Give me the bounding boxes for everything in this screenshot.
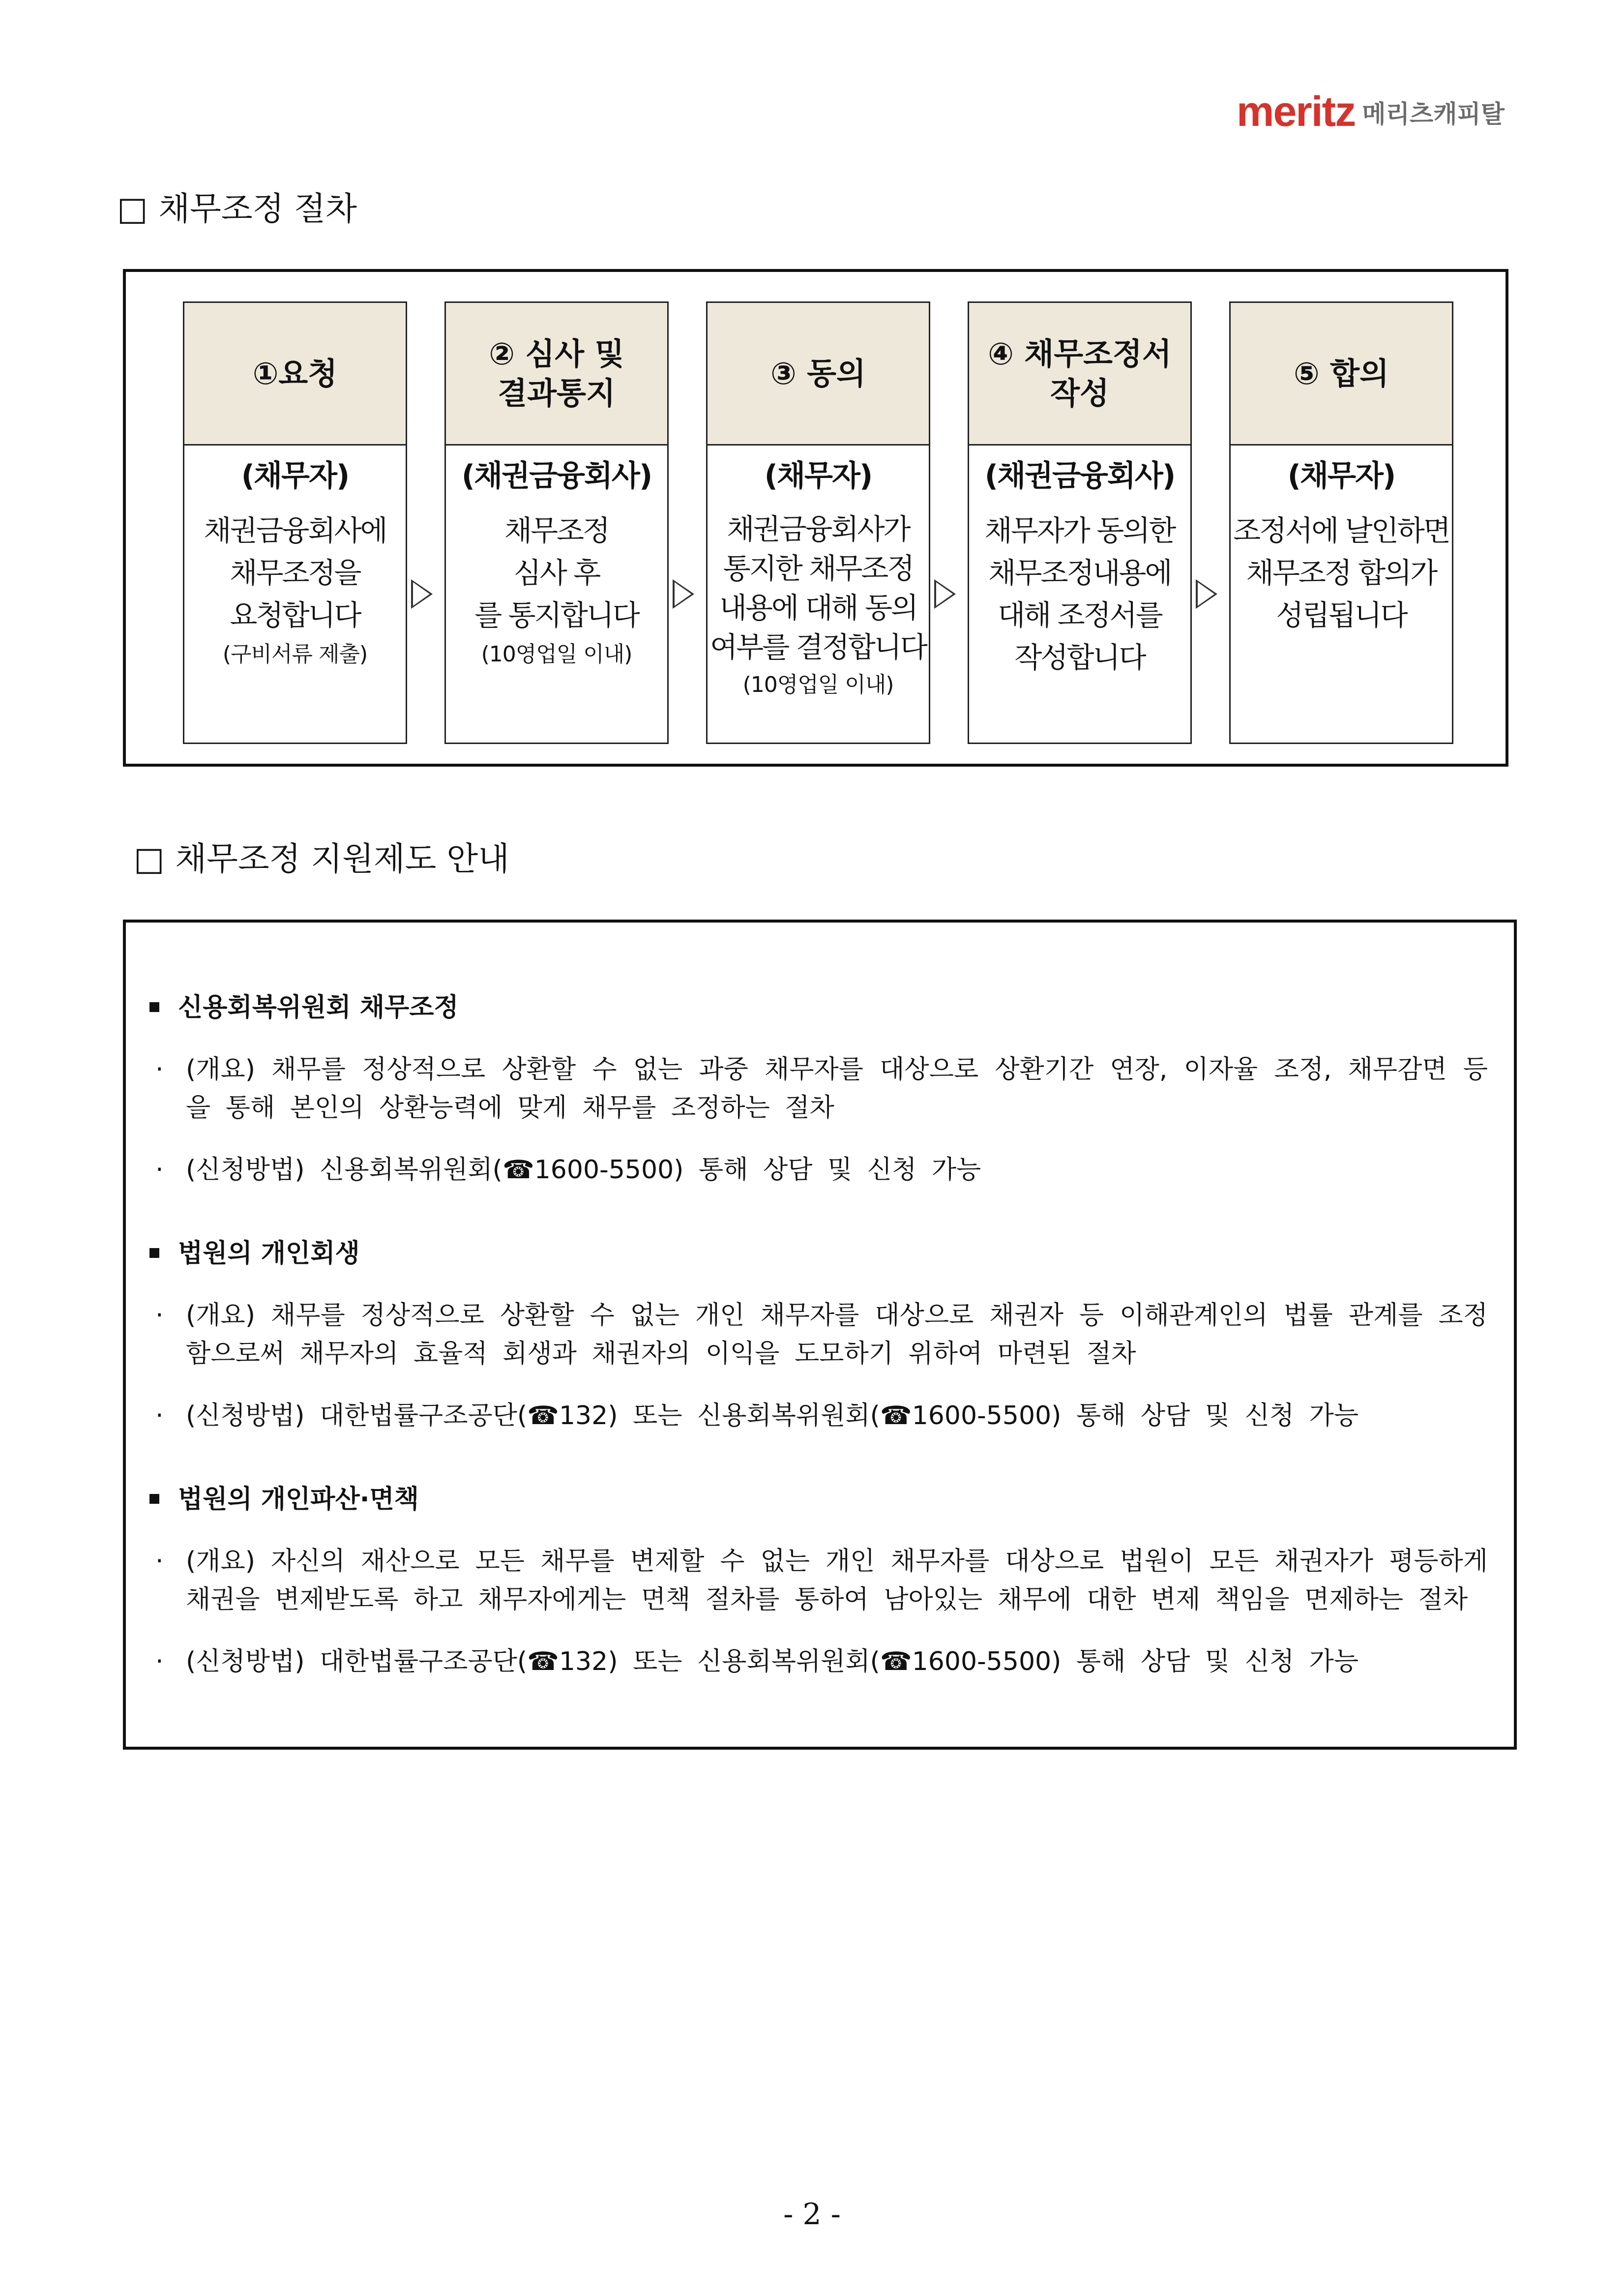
step-actor: (채무자)	[1287, 459, 1395, 493]
step-body	[446, 446, 667, 671]
arrow-right-icon	[1196, 579, 1217, 609]
step-description: 채권금융회사에 채무조정을 요청합니다	[204, 514, 386, 632]
program-method	[155, 1397, 1488, 1435]
step-header	[708, 303, 929, 446]
page-number: - 2 -	[783, 2197, 841, 2232]
step-header	[446, 303, 667, 446]
bullet-dot-icon: ·	[155, 1547, 164, 1576]
step-header	[969, 303, 1190, 446]
support-section-title	[134, 839, 509, 879]
bullet-dot-icon: ·	[155, 1301, 164, 1330]
overview-text: (개요) 자신의 재산으로 모든 채무를 변제할 수 없는 개인 채무자를 대상으로 법원이 모든 채권자가 평등하게 채권을 변제받도록 하고 채무자에게는 면책 절차를 통하여 남아있는 채무에 대한 변제 책임을 면제하는 절차	[186, 1547, 1488, 1614]
arrow-right-icon	[411, 579, 433, 609]
process-title-text: 채무조정 절차	[158, 190, 357, 228]
company-logo	[1237, 89, 1505, 134]
program-overview	[155, 1542, 1488, 1619]
arrow-right-icon	[934, 579, 956, 609]
logo-company-name: 메리츠캐피탈	[1362, 100, 1505, 128]
program-heading	[149, 990, 459, 1025]
square-bullet-icon	[149, 1002, 159, 1012]
program-method	[155, 1642, 1488, 1681]
program-heading-text: 법원의 개인회생	[178, 1239, 360, 1268]
process-step-2	[444, 301, 669, 744]
square-bullet-icon	[149, 1494, 159, 1504]
program-heading-text: 법원의 개인파산·면책	[178, 1485, 419, 1514]
step-actor: (채무자)	[764, 459, 872, 493]
step-title: ①요청	[252, 355, 338, 391]
step-title: ② 심사 및 결과통지	[489, 335, 624, 411]
step-header	[184, 303, 406, 446]
step-body	[184, 446, 406, 671]
square-bullet-icon	[149, 1248, 159, 1258]
program-heading-text: 신용회복위원회 채무조정	[178, 993, 459, 1022]
overview-text: (개요) 채무를 정상적으로 상환할 수 없는 과중 채무자를 대상으로 상환기간 연장, 이자율 조정, 채무감면 등을 통해 본인의 상환능력에 맞게 채무를 조정하는 절차	[186, 1055, 1488, 1123]
overview-text: (개요) 채무를 정상적으로 상환할 수 없는 개인 채무자를 대상으로 채권자 등 이해관계인의 법률 관계를 조정함으로써 채무자의 효율적 회생과 채권자의 이익을 도모하기 위하여 마련된 절차	[186, 1301, 1488, 1369]
step-body	[708, 446, 929, 701]
support-title-text: 채무조정 지원제도 안내	[175, 840, 509, 878]
step-description: 채무조정 심사 후 를 통지합니다	[474, 514, 639, 632]
program-method	[155, 1151, 1488, 1189]
process-step-5	[1229, 301, 1453, 744]
method-text: (신청방법) 대한법률구조공단(☎132) 또는 신용회복위원회(☎1600-5500) 통해 상담 및 신청 가능	[186, 1401, 1359, 1431]
step-title: ③ 동의	[770, 355, 866, 391]
bullet-dot-icon: ·	[155, 1647, 164, 1676]
process-step-1	[183, 301, 407, 744]
logo-wordmark: meritz	[1237, 88, 1356, 135]
program-heading	[149, 1236, 360, 1271]
step-description: 조정서에 날인하면 채무조정 합의가 성립됩니다	[1233, 514, 1449, 632]
arrow-right-icon	[673, 579, 694, 609]
process-step-3	[706, 301, 930, 744]
step-actor: (채무자)	[241, 459, 349, 493]
step-note: (구비서류 제출)	[222, 642, 368, 667]
bullet-dot-icon: ·	[155, 1155, 164, 1185]
step-body	[969, 446, 1190, 679]
program-overview	[155, 1296, 1488, 1373]
method-text: (신청방법) 신용회복위원회(☎1600-5500) 통해 상담 및 신청 가능	[186, 1155, 981, 1185]
step-note: (10영업일 이내)	[742, 672, 894, 697]
bullet-dot-icon: ·	[155, 1401, 164, 1431]
method-text: (신청방법) 대한법률구조공단(☎132) 또는 신용회복위원회(☎1600-5500) 통해 상담 및 신청 가능	[186, 1647, 1359, 1676]
step-body	[1231, 446, 1452, 636]
checkbox-icon: □	[117, 190, 148, 228]
checkbox-icon: □	[134, 840, 165, 878]
support-programs-box	[123, 920, 1517, 1750]
step-description: 채무자가 동의한 채무조정내용에 대해 조정서를 작성합니다	[984, 514, 1175, 674]
step-actor: (채권금융회사)	[461, 459, 652, 493]
process-step-4	[968, 301, 1192, 744]
process-section-title	[117, 189, 357, 229]
step-title: ⑤ 합의	[1294, 355, 1389, 391]
program-overview	[155, 1050, 1488, 1127]
step-title: ④ 채무조정서 작성	[988, 335, 1172, 411]
process-flow-box	[123, 269, 1508, 767]
step-header	[1231, 303, 1452, 446]
program-heading	[149, 1482, 419, 1517]
bullet-dot-icon: ·	[155, 1055, 164, 1084]
step-note: (10영업일 이내)	[481, 642, 632, 667]
step-actor: (채권금융회사)	[984, 459, 1175, 493]
step-description: 채권금융회사가 통지한 채무조정 내용에 대해 동의 여부를 결정합니다	[710, 512, 926, 664]
